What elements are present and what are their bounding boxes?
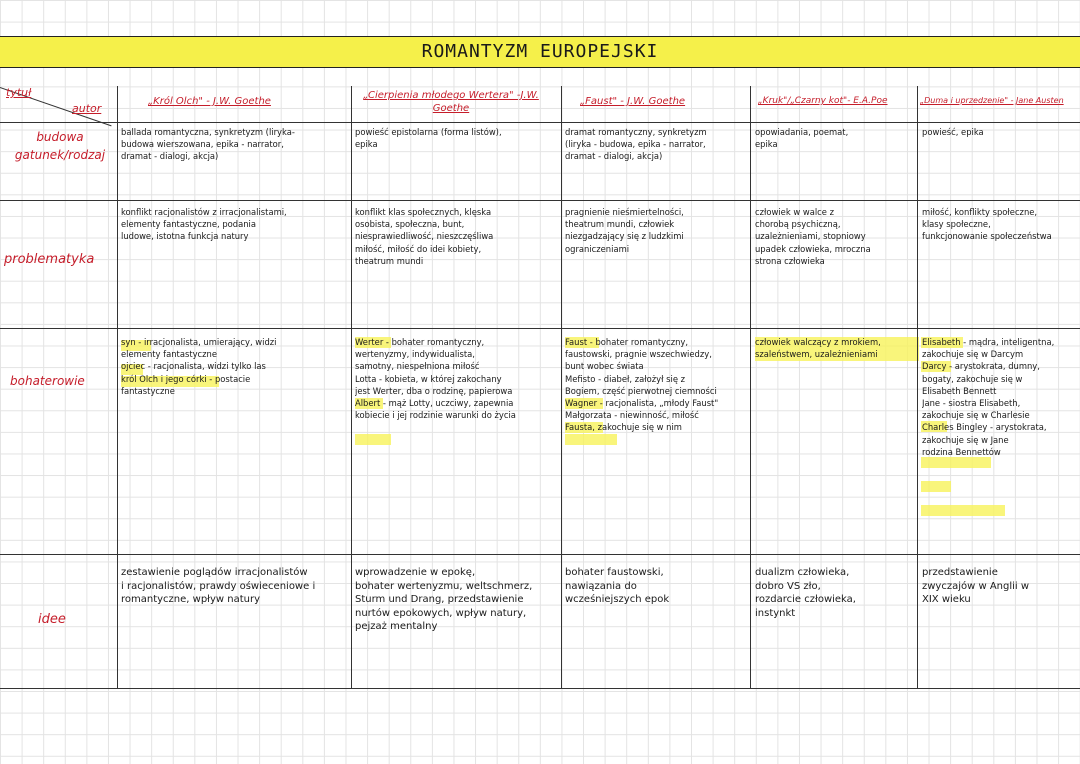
row-label-ideas: idee (38, 612, 66, 627)
table-cell: opowiadania, poemat, epika (755, 127, 849, 150)
row-label-problems: problematyka (4, 252, 95, 267)
page-title: ROMANTYZM EUROPEJSKI (421, 41, 659, 62)
table-cell: Werter - bohater romantyczny, wertenyzmy, indywidualista, samotny, niespełniona miłość Lotta - kobieta, w której zakochany jest Werter, dba o rodzinę, papierowa Albert - mąż Lotty, uczciwy, zapewnia kobiecie i jej rodzinie warunki do życia (355, 337, 516, 421)
table-rule (117, 86, 118, 688)
column-header: „Faust" - J.W. Goethe (580, 96, 686, 107)
table-cell: pragnienie nieśmiertelności, theatrum mundi, człowiek niezgadzający się z ludzkimi ograniczeniami (565, 207, 684, 254)
table-cell: powieść epistolarna (forma listów), epika (355, 127, 502, 150)
table-rule (0, 688, 1080, 689)
table-cell: ballada romantyczna, synkretyzm (liryka- budowa wierszowana, epika - narrator, dramat - dialogi, akcja) (121, 127, 295, 162)
column-header: „Kruk"/„Czarny kot"- E.A.Poe (758, 96, 888, 106)
table-cell: człowiek walczący z mrokiem, szaleństwem, uzależnieniami (755, 337, 881, 360)
table-rule (750, 86, 751, 688)
column-header: „Duma i uprzedzenie" - Jane Austen (920, 96, 1064, 105)
table-cell: bohater faustowski, nawiązania do wcześniejszych epok (565, 567, 670, 606)
column-header: „Cierpienia młodego Wertera" -J.W. Goethe (363, 90, 539, 114)
table-cell: zestawienie poglądów irracjonalistów i racjonalistów, prawdy oświeceniowe i romantyczne, wpływ natury (121, 567, 316, 606)
corner-label-author: autor (72, 102, 102, 115)
column-header: „Król Olch" - J.W. Goethe (148, 96, 271, 107)
table-rule (351, 86, 352, 688)
table-cell: syn - irracjonalista, umierający, widzi elementy fantastyczne ojciec - racjonalista, widzi tylko las król Olch i jego córki - postacie fantastyczne (121, 337, 277, 396)
table-cell: przedstawienie zwyczajów w Anglii w XIX wieku (922, 567, 1030, 606)
table-cell: konflikt klas społecznych, klęska osobista, społeczna, bunt, niesprawiedliwość, nieszczęśliwa miłość, miłość do idei kobiety, theatrum mundi (355, 207, 494, 266)
row-label-heroes: bohaterowie (10, 374, 85, 388)
table-cell: Elisabeth - mądra, inteligentna, zakochuje się w Darcym Darcy - arystokrata, dumny, bogaty, zakochuje się w Elisabeth Bennett Jane - siostra Elisabeth, zakochuje się w Charlesie Charles Bingley - arystokrata, zakochuje się w Jane rodzina Bennettów (922, 337, 1055, 457)
table-cell: konflikt racjonalistów z irracjonalistami, elementy fantastyczne, podania ludowe, istotna funkcja natury (121, 207, 287, 242)
row-label-structure: budowa gatunek/rodzaj (14, 130, 106, 162)
corner-label-title: tytuł (6, 86, 32, 99)
table-cell: miłość, konflikty społeczne, klasy społeczne, funkcjonowanie społeczeństwa (922, 207, 1052, 242)
table-cell: Faust - bohater romantyczny, faustowski, pragnie wszechwiedzy, bunt wobec świata Mefisto - diabeł, założył się z Bogiem, część pierwotnej ciemności Wagner - racjonalista, „młody Faust" Małgorzata - niewinność, miłość Fausta, zakochuje się w nim (565, 337, 719, 433)
table-cell: dramat romantyczny, synkretyzm (liryka - budowa, epika - narrator, dramat - dialogi, akcja) (565, 127, 707, 162)
table-rule (561, 86, 562, 688)
table-rule (917, 86, 918, 688)
table-cell: dualizm człowieka, dobro VS zło, rozdarcie człowieka, instynkt (755, 567, 856, 619)
table-cell: człowiek w walce z chorobą psychiczną, uzależnieniami, stopniowy upadek człowieka, mroczna strona człowieka (755, 207, 871, 266)
table-cell: wprowadzenie w epokę, bohater wertenyzmu, weltschmerz, Sturm und Drang, przedstawienie nurtów epokowych, wpływ natury, pejzaż mentalny (355, 567, 533, 633)
table-cell: powieść, epika (922, 127, 984, 137)
